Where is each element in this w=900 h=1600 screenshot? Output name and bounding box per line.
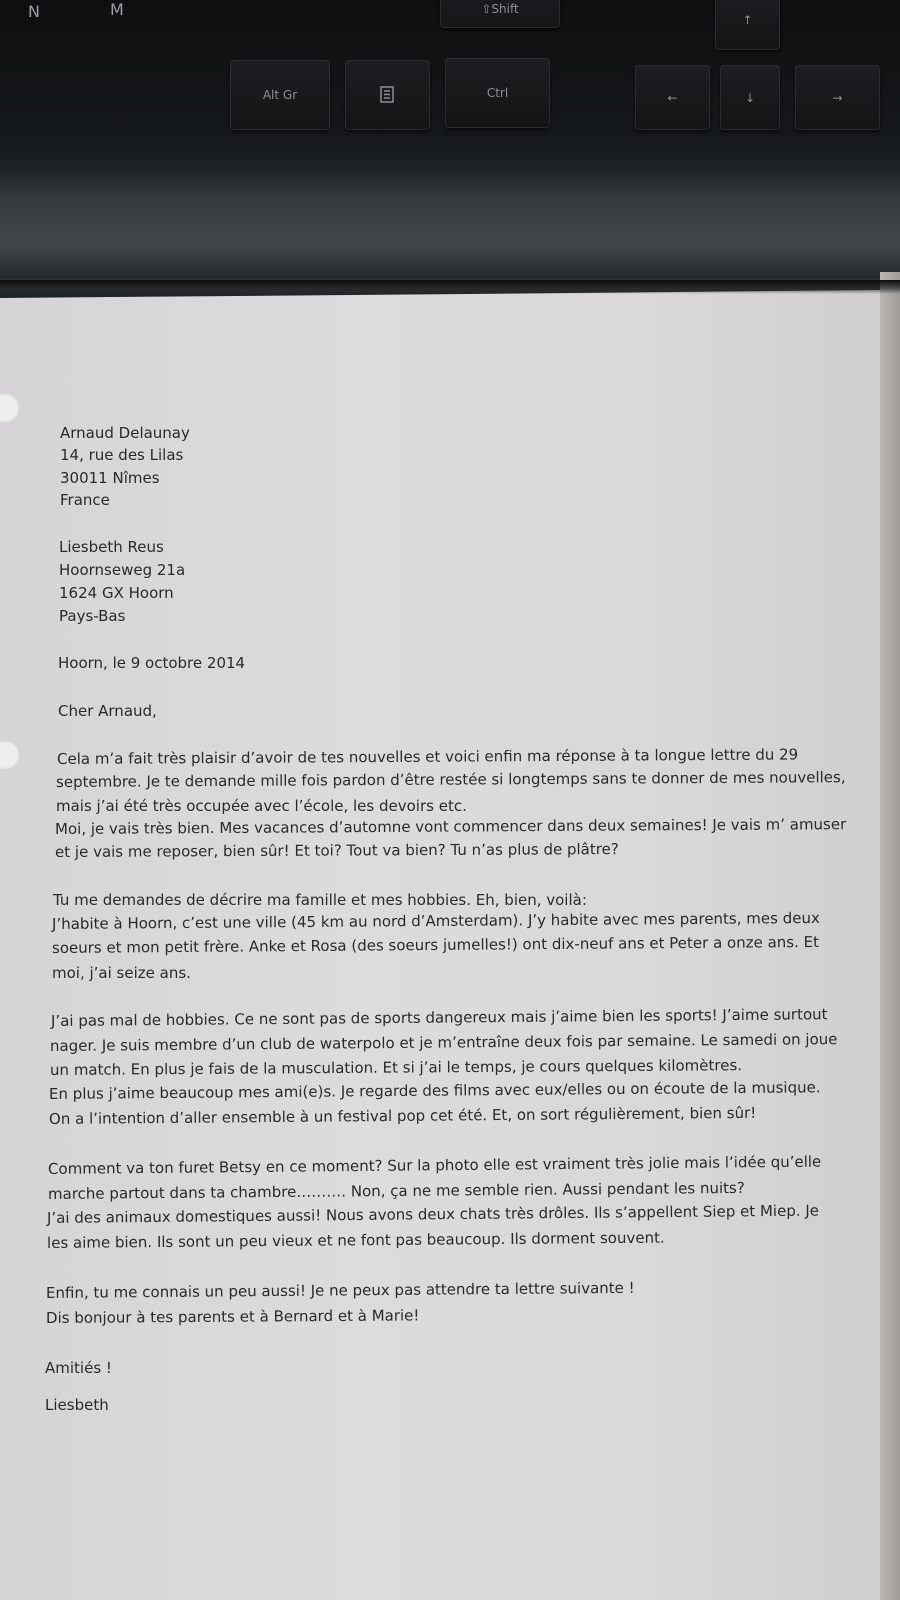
- sender-name: Arnaud Delaunay: [60, 424, 190, 442]
- sender-city: 30011 Nîmes: [60, 469, 160, 487]
- text-line: mais j’ai été très occupée avec l’école, les devoirs etc.: [56, 797, 467, 815]
- text-line: En plus j’aime beaucoup mes ami(e)s. Je regarde des films avec eux/elles ou on écoute de la musique.: [48, 1078, 821, 1103]
- letter-date: Hoorn, le 9 octobre 2014: [58, 654, 246, 672]
- text-line: J’ai pas mal de hobbies. Ce ne sont pas de sports dangereux mais j’aime bien les sports! J’aime surtout: [50, 1005, 828, 1030]
- text-line: septembre. Je te demande mille fois pardon d’être restée si longtemps sans te donner de mes nouvelles,: [55, 768, 846, 791]
- text-line: un match. En plus je fais de la musculation. Et si j’ai le temps, je cours quelques kilomètres.: [49, 1056, 743, 1079]
- letter-salutation: Cher Arnaud,: [58, 702, 157, 720]
- text-line: marche partout dans ta chambre………. Non, ça ne me semble rien. Aussi pendant les nuits?: [47, 1178, 745, 1203]
- text-line: et je vais me reposer, bien sûr! Et toi? Tout va bien? Tu n’as plus de plâtre?: [54, 840, 619, 861]
- text-line: Moi, je vais très bien. Mes vacances d’automne vont commencer dans deux semaines! Je vais m’ amuser: [54, 815, 847, 838]
- sender-country: France: [60, 491, 110, 509]
- recipient-name: Liesbeth Reus: [59, 538, 164, 556]
- letter-closing: Amitiés !: [45, 1359, 112, 1377]
- text-line: soeurs et mon petit frère. Anke et Rosa (des soeurs jumelles!) ont dix-neuf ans et Peter a onze ans. Et: [51, 932, 820, 957]
- text-line: Tu me demandes de décrire ma famille et mes hobbies. Eh, bien, voilà:: [53, 891, 587, 909]
- arrow-up-icon: ↑: [742, 13, 753, 27]
- key-alt-gr-label: Alt Gr: [262, 88, 298, 102]
- text-line: Enfin, tu me connais un peu aussi! Je ne peux pas attendre ta lettre suivante !: [45, 1278, 635, 1302]
- text-line: Comment va ton furet Betsy en ce moment? Sur la photo elle est vraiment très jolie mais l’idée qu’elle: [47, 1152, 822, 1178]
- arrow-down-icon: ↓: [744, 90, 756, 105]
- key-m: M: [110, 0, 124, 19]
- text-line: moi, j’ai seize ans.: [52, 964, 191, 982]
- recipient-country: Pays-Bas: [59, 607, 126, 625]
- text-line: nager. Je suis membre d’un club de waterpolo et je m’entraîne deux fois par semaine. Le samedi on joue: [49, 1030, 838, 1055]
- letter-signature: Liesbeth: [45, 1396, 109, 1414]
- key-ctrl-label: Ctrl: [486, 86, 509, 100]
- text-line: Dis bonjour à tes parents et à Bernard et à Marie!: [45, 1306, 420, 1327]
- key-n: N: [28, 2, 40, 21]
- recipient-city: 1624 GX Hoorn: [59, 584, 174, 602]
- text-line: Cela m’a fait très plaisir d’avoir de tes nouvelles et voici enfin ma réponse à ta longue lettre du 29: [56, 745, 799, 768]
- text-line: J’ai des animaux domestiques aussi! Nous avons deux chats très drôles. Ils s’appellent Siep et Miep. Je: [46, 1201, 820, 1227]
- text-line: J’habite à Hoorn, c’est une ville (45 km au nord d’Amsterdam). J’y habite avec mes parents, mes deux: [51, 908, 820, 933]
- arrow-left-icon: ←: [667, 90, 678, 105]
- recipient-street: Hoornseweg 21a: [59, 561, 186, 579]
- text-line: les aime bien. Ils sont un peu vieux et ne font pas beaucoup. Ils dorment souvent.: [46, 1228, 665, 1252]
- text-line: On a l’intention d’aller ensemble à un festival pop cet été. Et, on sort régulièrement, bien sûr!: [48, 1103, 757, 1128]
- sender-street: 14, rue des Lilas: [60, 446, 184, 464]
- arrow-right-icon: →: [832, 90, 843, 105]
- key-shift-label: ⇧Shift: [481, 2, 519, 16]
